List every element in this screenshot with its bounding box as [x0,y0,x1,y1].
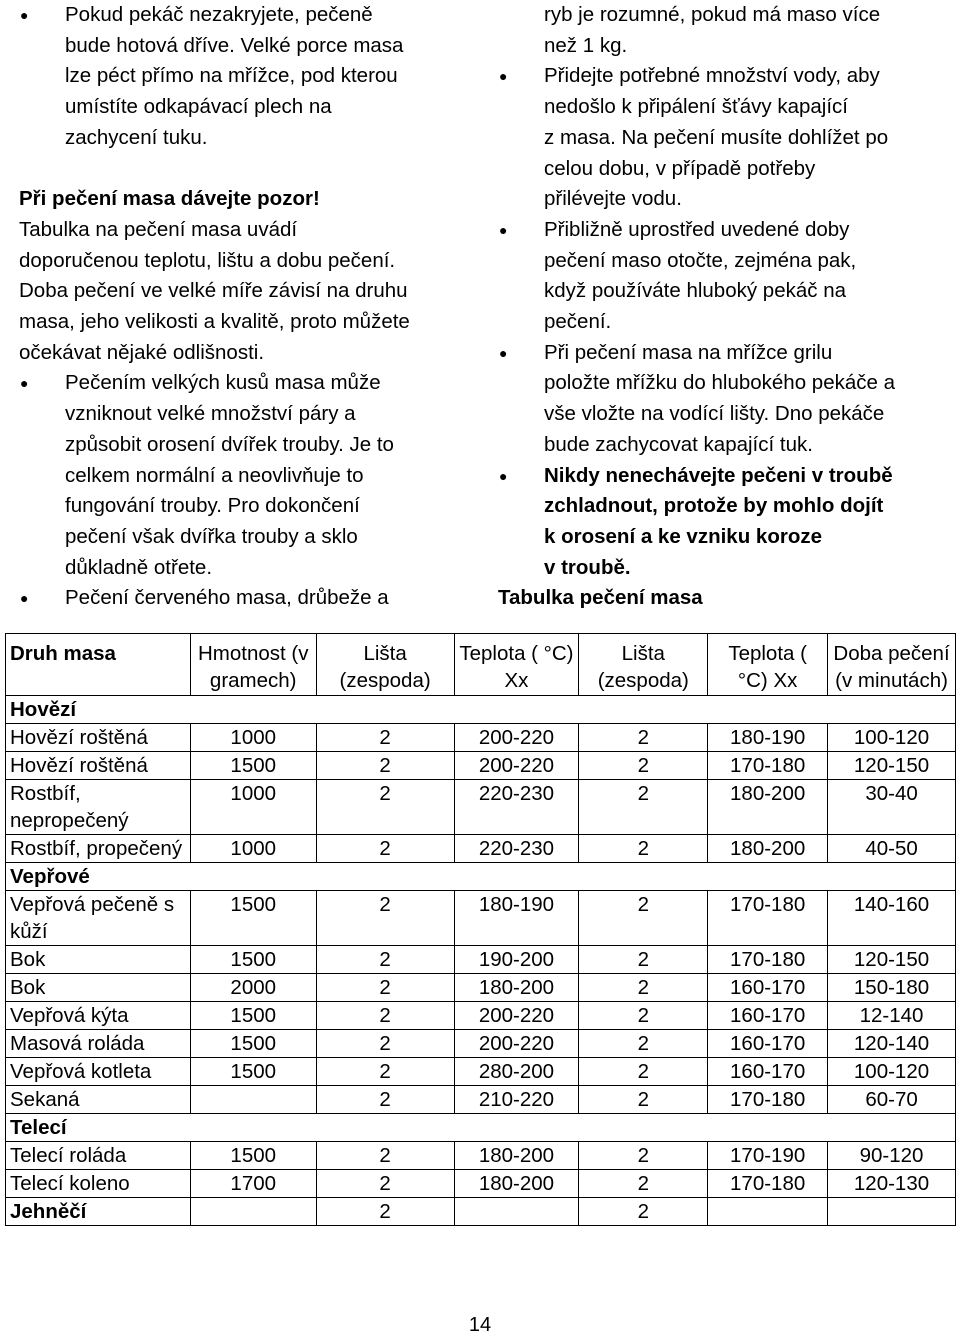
table-cell: 60-70 [828,1086,956,1114]
bullet-icon: ● [499,467,508,484]
section-label: Vepřové [6,863,956,891]
table-cell: 2 [316,1058,454,1086]
bullet-item [19,583,469,614]
table-row [6,891,956,946]
table-cell: 220-230 [454,780,579,835]
table-cell: 280-200 [454,1058,579,1086]
table-cell: 2000 [190,974,316,1002]
bullet-icon: ● [20,590,29,607]
table-row [6,1002,956,1030]
table-cell: 2 [316,780,454,835]
table-cell: 12-140 [828,1002,956,1030]
bullet-icon: ● [499,344,508,361]
table-cell: 30-40 [828,780,956,835]
meat-type-cell: Bok [6,946,191,974]
table-cell [828,1198,956,1226]
roasting-table [5,633,956,1226]
table-cell: 2 [316,891,454,946]
meat-type-cell: Vepřová pečeně s kůží [6,891,191,946]
table-cell: 220-230 [454,835,579,863]
bullet-text: Pečení červeného masa, drůbeže a [65,586,389,610]
table-row [6,974,956,1002]
table-cell: 2 [316,1198,454,1226]
header-cell: Doba pečení (v minutách) [828,634,956,696]
table-cell: 2 [579,1198,708,1226]
bullet-text: Nikdy nenechávejte pečeni v troubě zchladnout, protože by mohlo dojít k orosení a ke vzniku koroze v troubě. [544,463,893,579]
table-section-row [6,863,956,891]
table-cell: 140-160 [828,891,956,946]
table-cell: 2 [316,752,454,780]
meat-type-cell: Telecí koleno [6,1170,191,1198]
table-row [6,1058,956,1086]
table-cell: 200-220 [454,1002,579,1030]
table-cell: 1500 [190,1142,316,1170]
table-cell: 1500 [190,1002,316,1030]
warning-title: Při pečení masa dávejte pozor! [19,187,320,211]
table-cell: 180-190 [454,891,579,946]
table-cell: 210-220 [454,1086,579,1114]
table-row [6,724,956,752]
table-cell: 2 [579,1030,708,1058]
table-cell: 1000 [190,724,316,752]
table-row [6,1198,956,1226]
meat-type-cell: Jehněčí [6,1198,191,1226]
table-cell: 1500 [190,1058,316,1086]
table-cell: 2 [579,1058,708,1086]
continuation-text: ryb je rozumné, pokud má maso více než 1 kg. [544,3,881,57]
table-cell [454,1198,579,1226]
meat-type-cell: Rostbíf, nepropečený [6,780,191,835]
table-section-row [6,1114,956,1142]
table-cell: 2 [316,724,454,752]
table-header-row [6,634,956,696]
bullet-item [498,215,950,338]
table-cell: 2 [579,946,708,974]
table-title: Tabulka pečení masa [498,586,703,610]
table-cell: 2 [316,946,454,974]
table-cell: 1500 [190,946,316,974]
table-cell: 90-120 [828,1142,956,1170]
table-cell: 2 [316,1030,454,1058]
table-cell: 2 [316,974,454,1002]
table-cell: 170-180 [708,1170,828,1198]
table-cell: 1000 [190,835,316,863]
bullet-text: Přibližně uprostřed uvedené doby pečení maso otočte, zejména pak, když používáte hluboký pekáč na pečení. [544,217,857,334]
bullet-text: Přidejte potřebné množství vody, aby nedošlo k připálení šťávy kapající z masa. Na pečení musíte dohlížet po celou dobu, v případě potřeby přilévejte vodu. [544,64,889,211]
table-cell: 2 [316,1170,454,1198]
table-row [6,1030,956,1058]
bullet-text: Pokud pekáč nezakryjete, pečeně bude hotová dříve. Velké porce masa lze péct přímo na mřížce, pod kterou umístíte odkapávací plech na zachycení tuku. [65,3,404,149]
table-cell: 40-50 [828,835,956,863]
table-cell: 160-170 [708,1058,828,1086]
table-cell: 2 [579,780,708,835]
bullet-icon: ● [499,68,508,85]
meat-type-cell: Vepřová kotleta [6,1058,191,1086]
table-cell: 160-170 [708,1002,828,1030]
meat-type-cell: Vepřová kýta [6,1002,191,1030]
header-cell: Hmotnost (v gramech) [190,634,316,696]
table-cell: 2 [579,724,708,752]
section-label: Hovězí [6,696,956,724]
table-cell: 2 [316,1002,454,1030]
table-row [6,752,956,780]
table-cell: 170-190 [708,1142,828,1170]
table-cell: 120-140 [828,1030,956,1058]
meat-type-cell: Hovězí roštěná [6,752,191,780]
table-cell: 180-190 [708,724,828,752]
table-cell: 2 [579,1170,708,1198]
table-row [6,1142,956,1170]
table-cell: 2 [316,1086,454,1114]
table-cell: 2 [579,1002,708,1030]
table-cell: 2 [579,974,708,1002]
left-column [19,0,469,614]
table-cell: 2 [579,835,708,863]
table-body [6,634,956,1226]
meat-type-cell: Hovězí roštěná [6,724,191,752]
meat-type-cell: Masová roláda [6,1030,191,1058]
table-cell: 120-150 [828,752,956,780]
table-cell: 200-220 [454,1030,579,1058]
table-cell [190,1086,316,1114]
table-cell: 100-120 [828,724,956,752]
bullet-icon: ● [20,375,29,392]
table-cell: 170-180 [708,752,828,780]
meat-type-cell: Telecí roláda [6,1142,191,1170]
table-cell: 150-180 [828,974,956,1002]
table-cell: 180-200 [454,974,579,1002]
table-cell: 1700 [190,1170,316,1198]
bullet-text: Pečením velkých kusů masa může vzniknout velké množství páry a způsobit orosení dvířek trouby. Je to celkem normální a neovlivňuje to fungování trouby. Pro dokončení pečení však dvířka trouby a sklo důkladně otřete. [65,371,394,579]
table-cell: 200-220 [454,752,579,780]
bullet-text: Při pečení masa na mřížce grilu položte mřížku do hlubokého pekáče a vše vložte na vodící lišty. Dno pekáče bude zachycovat kapající tuk. [544,340,896,456]
bullet-icon: ● [20,7,29,23]
table-cell: 2 [579,752,708,780]
table-cell: 170-180 [708,891,828,946]
meat-type-cell: Rostbíf, propečený [6,835,191,863]
right-column [498,0,950,614]
header-cell: Teplota ( °C) Xx [708,634,828,696]
bullet-item [19,368,469,583]
table-cell: 1500 [190,891,316,946]
table-cell [708,1198,828,1226]
header-cell: Lišta (zespoda) [579,634,708,696]
table-row [6,1086,956,1114]
header-cell: Lišta (zespoda) [316,634,454,696]
bullet-item [19,0,469,154]
table-cell: 2 [316,1142,454,1170]
table-cell: 190-200 [454,946,579,974]
table-row [6,780,956,835]
table-cell: 120-150 [828,946,956,974]
table-cell: 180-200 [708,780,828,835]
table-section-row [6,696,956,724]
header-cell: Teplota ( °C) Xx [454,634,579,696]
table-cell: 2 [316,835,454,863]
bullet-icon: ● [499,221,508,238]
table-cell: 170-180 [708,1086,828,1114]
table-cell: 170-180 [708,946,828,974]
table-cell: 100-120 [828,1058,956,1086]
meat-type-cell: Sekaná [6,1086,191,1114]
table-cell [190,1198,316,1226]
warning-text: Tabulka na pečení masa uvádí doporučenou teplotu, lištu a dobu pečení. Doba pečení ve velké míře závisí na druhu masa, jeho velikosti a kvalitě, proto můžete očekávat nějaké odlišnosti. [19,217,410,364]
table-row [6,946,956,974]
table-cell: 200-220 [454,724,579,752]
section-label: Telecí [6,1114,956,1142]
table-cell: 180-200 [454,1142,579,1170]
table-cell: 1500 [190,752,316,780]
table-row [6,835,956,863]
table-cell: 2 [579,1086,708,1114]
bullet-item [498,61,950,215]
table-cell: 1500 [190,1030,316,1058]
table-cell: 2 [579,1142,708,1170]
table-cell: 180-200 [708,835,828,863]
meat-type-cell: Bok [6,974,191,1002]
table-cell: 120-130 [828,1170,956,1198]
table-cell: 2 [579,891,708,946]
table-row [6,1170,956,1198]
page-number: 14 [468,1314,492,1336]
table-cell: 1000 [190,780,316,835]
table-cell: 160-170 [708,974,828,1002]
table-cell: 160-170 [708,1030,828,1058]
table-cell: 180-200 [454,1170,579,1198]
bullet-item-warning [498,461,950,584]
header-cell: Druh masa [6,634,191,696]
bullet-item [498,338,950,461]
